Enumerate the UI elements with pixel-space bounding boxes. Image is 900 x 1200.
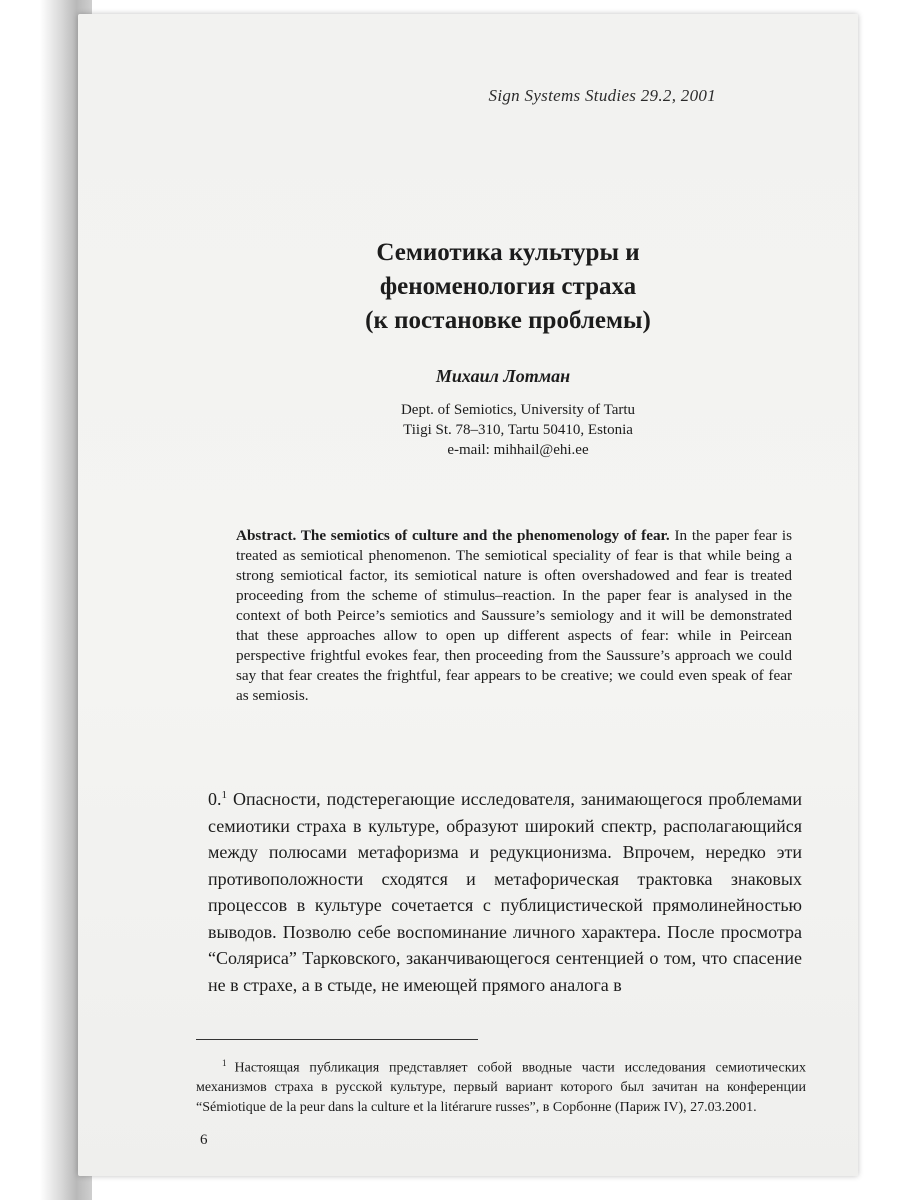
running-header: Sign Systems Studies 29.2, 2001	[488, 86, 716, 105]
author-block	[78, 366, 858, 387]
title-line-1: Семиотика культуры и	[376, 239, 640, 266]
page-number: 6	[200, 1132, 208, 1148]
body-paragraph	[208, 782, 802, 998]
title-line-3: (к постановке проблемы)	[365, 307, 651, 334]
footnote-divider	[196, 1039, 478, 1040]
author-name: Михаил Лотман	[435, 366, 571, 386]
affiliation-department: Dept. of Semiotics, University of Tartu	[400, 402, 636, 418]
footnote-reference: 1	[221, 789, 227, 801]
article-title	[78, 236, 858, 338]
affiliation-block	[78, 400, 858, 460]
book-page	[78, 14, 858, 1176]
footnote	[196, 1054, 806, 1117]
footnote-text: Настоящая публикация представляет собой вводные части исследования семиотических механизмов страха в русской культуре, первый вариант которого был зачитан на конференции “Sémiotique de la peur dans la culture et la litérarure russes”, в Сорбонне (Париж IV), 27.03.2001.	[196, 1060, 806, 1115]
abstract	[236, 526, 792, 706]
section-number: 0.	[208, 789, 222, 809]
abstract-heading: Abstract. The semiotics of culture and the phenomenology of fear.	[236, 527, 670, 544]
affiliation-address: Tiigi St. 78–310, Tartu 50410, Estonia	[403, 422, 633, 438]
affiliation-email: e-mail: mihhail@ehi.ee	[447, 442, 589, 458]
title-line-2: феноменология страха	[379, 273, 637, 300]
body-text: Опасности, подстерегающие исследователя, занимающегося проблемами семиотики страха в культуре, образуют широкий спектр, располагающийся между полюсами метафоризма и редукционизма. Впрочем, нередко эти противоположности сходятся и метафорическая трактовка знаковых процессов в культуре сочетается с публицистической прямолинейностью выводов. Позволю себе воспоминание личного характера. После просмотра “Соляриса” Тарковского, заканчивающегося сентенцией о том, что спасение не в страхе, а в стыде, не имеющей прямого аналога в	[208, 789, 802, 995]
footnote-number: 1	[222, 1058, 227, 1068]
abstract-text: In the paper fear is treated as semiotical phenomenon. The semiotical speciality of fear is that while being a strong semiotical factor, its semiotical nature is often overshadowed and fear is treated proceeding from the scheme of stimulus–reaction. In the paper fear is analysed in the context of both Peirce’s semiotics and Saussure’s semiology and it will be demonstrated that these approaches allow to open up different aspects of fear: while in Peircean perspective frightful evokes fear, then proceeding from the Saussure’s approach we could say that fear creates the frightful, fear appears to be creative; we could even speak of fear as semiosis.	[236, 527, 792, 704]
